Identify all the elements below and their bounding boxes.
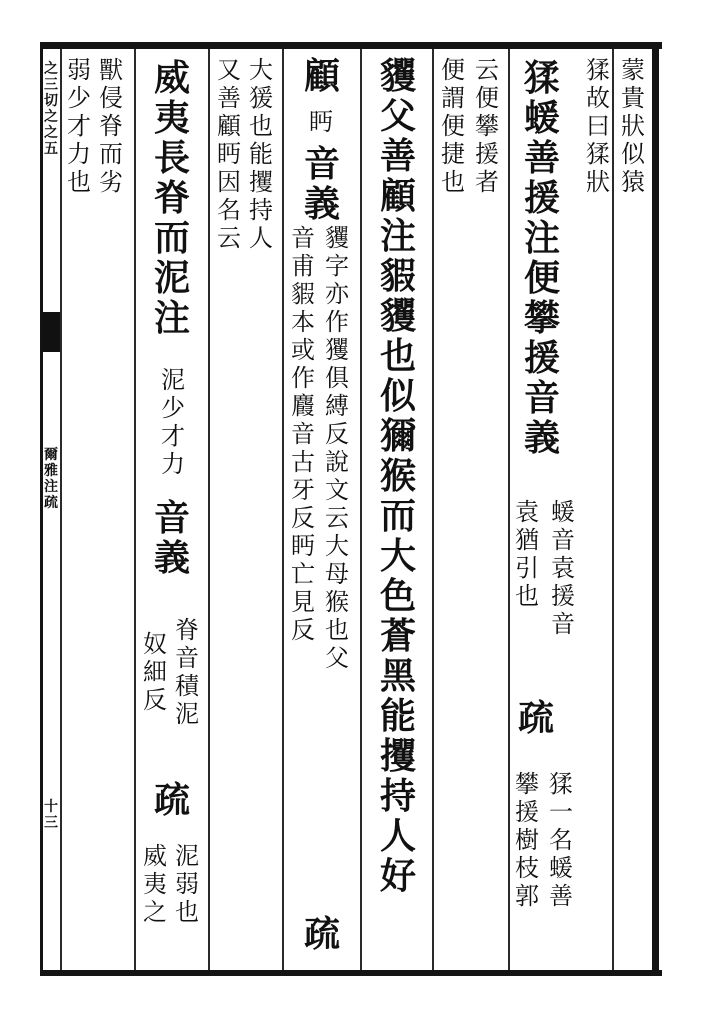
glyph: 音 <box>303 143 340 185</box>
glyph: 引 <box>515 554 539 582</box>
text-column-12-note <box>158 368 188 480</box>
glyph: 好 <box>379 855 416 897</box>
glyph: 也 <box>249 112 273 140</box>
glyph: 俱 <box>325 364 349 392</box>
glyph: 注 <box>153 297 190 339</box>
glyph: 本 <box>291 308 315 336</box>
glyph: 父 <box>325 644 349 672</box>
text-column-12-main <box>150 57 194 340</box>
glyph: 音 <box>153 497 190 539</box>
glyph: 威 <box>153 57 190 99</box>
glyph: 狀 <box>621 112 645 140</box>
glyph: 弱 <box>67 56 91 84</box>
text-column-8-yinyi <box>300 143 344 226</box>
glyph: 見 <box>291 588 315 616</box>
glyph: 黑 <box>379 655 416 697</box>
glyph: 反 <box>143 686 167 714</box>
column-divider <box>612 49 614 970</box>
glyph: 顧 <box>303 55 340 97</box>
glyph: 音 <box>551 610 575 638</box>
glyph: 牙 <box>291 476 315 504</box>
glyph: 狀 <box>586 168 610 196</box>
glyph: 夷 <box>143 870 167 898</box>
text-column-7 <box>376 55 420 898</box>
glyph: 音 <box>175 644 199 672</box>
glyph: 作 <box>291 364 315 392</box>
glyph: 色 <box>379 575 416 617</box>
glyph: 顧 <box>217 112 241 140</box>
glyph: 大 <box>379 535 416 577</box>
text-column-13-note2 <box>140 844 170 928</box>
glyph: 脊 <box>175 616 199 644</box>
glyph: 援 <box>515 798 539 826</box>
glyph: 便 <box>475 84 499 112</box>
glyph: 脊 <box>153 177 190 219</box>
glyph: 麚 <box>291 392 315 420</box>
glyph: 也 <box>67 168 91 196</box>
glyph: 名 <box>549 826 573 854</box>
glyph: 少 <box>67 84 91 112</box>
text-column-9-note <box>288 226 318 646</box>
glyph: 音 <box>291 420 315 448</box>
text-column-12-note3 <box>172 844 202 928</box>
glyph: 泥 <box>175 842 199 870</box>
glyph: 十 <box>44 799 58 815</box>
glyph: 猴 <box>325 588 349 616</box>
glyph: 夷 <box>153 97 190 139</box>
glyph: 一 <box>549 798 573 826</box>
glyph: 顧 <box>379 175 416 217</box>
glyph: 蝯 <box>523 97 560 139</box>
glyph: 甫 <box>291 252 315 280</box>
glyph: 雅 <box>44 463 58 479</box>
glyph: 玃 <box>325 336 349 364</box>
glyph: 說 <box>325 448 349 476</box>
glyph: 又 <box>217 56 241 84</box>
glyph: 亡 <box>291 560 315 588</box>
glyph: 疏 <box>517 697 554 739</box>
glyph: 反 <box>291 504 315 532</box>
glyph: 疏 <box>153 779 190 821</box>
glyph: 便 <box>441 112 465 140</box>
glyph: 音 <box>291 224 315 252</box>
margin-folio <box>42 800 60 832</box>
glyph: 反 <box>291 616 315 644</box>
glyph: 之 <box>44 61 58 77</box>
glyph: 脊 <box>99 112 123 140</box>
text-column-8-mian <box>306 110 336 138</box>
glyph: 字 <box>325 252 349 280</box>
glyph: 義 <box>153 537 190 579</box>
bottom-border <box>40 970 662 976</box>
right-border <box>652 42 659 976</box>
glyph: 作 <box>325 308 349 336</box>
margin-fishtail <box>42 312 60 352</box>
glyph: 也 <box>441 168 465 196</box>
glyph: 猱 <box>549 770 573 798</box>
text-column-5 <box>472 58 502 198</box>
column-divider <box>508 49 510 970</box>
column-divider <box>134 49 136 970</box>
glyph: 貜 <box>379 55 416 97</box>
glyph: 注 <box>523 217 560 259</box>
glyph: 三 <box>44 815 58 831</box>
glyph: 泥 <box>161 366 185 394</box>
glyph: 音 <box>551 526 575 554</box>
glyph: 謂 <box>441 84 465 112</box>
glyph: 攀 <box>475 112 499 140</box>
glyph: 樹 <box>515 826 539 854</box>
glyph: 奴 <box>143 630 167 658</box>
glyph: 能 <box>379 695 416 737</box>
glyph: 枝 <box>515 854 539 882</box>
glyph: 積 <box>175 672 199 700</box>
glyph: 持 <box>249 196 273 224</box>
glyph: 或 <box>291 336 315 364</box>
glyph: 猱 <box>523 57 560 99</box>
glyph: 善 <box>523 137 560 179</box>
text-column-4-note <box>512 500 542 612</box>
glyph: 貜 <box>379 295 416 337</box>
glyph: 獸 <box>99 56 123 84</box>
column-divider <box>208 49 210 970</box>
text-column-3-main <box>520 57 564 460</box>
glyph: 善 <box>549 882 573 910</box>
text-column-3-shu <box>514 697 558 740</box>
margin-title <box>42 448 60 512</box>
glyph: 援 <box>523 337 560 379</box>
glyph: 能 <box>249 140 273 168</box>
glyph: 切 <box>44 93 58 109</box>
column-divider <box>360 49 362 970</box>
text-column-8-shu <box>300 913 344 956</box>
glyph: 猱 <box>586 140 610 168</box>
text-column-10 <box>246 58 276 254</box>
glyph: 力 <box>161 450 185 478</box>
glyph: 眄 <box>217 140 241 168</box>
glyph: 三 <box>44 77 58 93</box>
glyph: 力 <box>67 140 91 168</box>
glyph: 爾 <box>44 447 58 463</box>
glyph: 捷 <box>441 140 465 168</box>
glyph: 注 <box>44 479 58 495</box>
glyph: 猱 <box>586 56 610 84</box>
glyph: 貑 <box>379 255 416 297</box>
glyph: 劣 <box>99 168 123 196</box>
text-column-3-note2 <box>546 772 576 912</box>
margin-top-chars <box>42 62 60 158</box>
top-border <box>40 42 662 49</box>
glyph: 者 <box>475 168 499 196</box>
glyph: 疏 <box>303 913 340 955</box>
text-column-14 <box>96 58 126 198</box>
text-column-4-note2 <box>512 772 542 912</box>
glyph: 細 <box>143 658 167 686</box>
glyph: 攫 <box>379 735 416 777</box>
glyph: 少 <box>161 394 185 422</box>
glyph: 疏 <box>44 495 58 511</box>
glyph: 侵 <box>99 84 123 112</box>
glyph: 而 <box>153 217 190 259</box>
glyph: 貑 <box>291 280 315 308</box>
glyph: 音 <box>523 377 560 419</box>
glyph: 云 <box>475 56 499 84</box>
glyph: 也 <box>325 616 349 644</box>
glyph: 泥 <box>175 700 199 728</box>
glyph: 猿 <box>621 168 645 196</box>
glyph: 之 <box>143 898 167 926</box>
glyph: 攫 <box>249 168 273 196</box>
text-column-8-note <box>322 226 352 674</box>
text-column-2 <box>584 58 612 198</box>
glyph: 蒼 <box>379 615 416 657</box>
glyph: 便 <box>523 257 560 299</box>
glyph: 文 <box>325 476 349 504</box>
glyph: 才 <box>161 422 185 450</box>
glyph: 人 <box>249 224 273 252</box>
glyph: 也 <box>175 898 199 926</box>
glyph: 義 <box>523 417 560 459</box>
glyph: 袁 <box>515 498 539 526</box>
glyph: 才 <box>67 112 91 140</box>
glyph: 援 <box>523 177 560 219</box>
text-column-13-note <box>140 632 170 716</box>
glyph: 故 <box>586 84 610 112</box>
glyph: 泥 <box>153 257 190 299</box>
glyph: 援 <box>475 140 499 168</box>
glyph: 善 <box>217 84 241 112</box>
text-column-3-note <box>548 500 578 640</box>
glyph: 母 <box>325 560 349 588</box>
glyph: 持 <box>379 775 416 817</box>
glyph: 亦 <box>325 280 349 308</box>
glyph: 而 <box>379 495 416 537</box>
text-column-11 <box>214 58 244 254</box>
glyph: 貜 <box>325 224 349 252</box>
text-column-12-note2 <box>172 618 202 730</box>
glyph: 因 <box>217 168 241 196</box>
text-column-6 <box>438 58 468 198</box>
glyph: 五 <box>44 141 58 157</box>
glyph: 之 <box>44 109 58 125</box>
glyph: 蝯 <box>549 854 573 882</box>
glyph: 名 <box>217 196 241 224</box>
glyph: 大 <box>249 56 273 84</box>
glyph: 反 <box>325 420 349 448</box>
column-divider <box>282 49 284 970</box>
glyph: 猴 <box>379 455 416 497</box>
glyph: 蒙 <box>621 56 645 84</box>
glyph: 人 <box>379 815 416 857</box>
glyph: 似 <box>621 140 645 168</box>
column-divider <box>432 49 434 970</box>
glyph: 弱 <box>175 870 199 898</box>
glyph: 眄 <box>309 108 333 136</box>
glyph: 猶 <box>515 526 539 554</box>
glyph: 攀 <box>515 770 539 798</box>
text-column-12-shu <box>150 779 194 822</box>
glyph: 猨 <box>249 84 273 112</box>
text-column-1 <box>618 58 648 198</box>
glyph: 貴 <box>621 84 645 112</box>
glyph: 便 <box>441 56 465 84</box>
glyph: 眄 <box>291 532 315 560</box>
glyph: 注 <box>379 215 416 257</box>
glyph: 援 <box>551 582 575 610</box>
glyph: 攀 <box>523 297 560 339</box>
glyph: 袁 <box>551 554 575 582</box>
glyph: 也 <box>379 335 416 377</box>
glyph: 父 <box>379 95 416 137</box>
text-column-12-yinyi <box>150 497 194 580</box>
glyph: 之 <box>44 125 58 141</box>
glyph: 云 <box>217 224 241 252</box>
glyph: 大 <box>325 532 349 560</box>
glyph: 云 <box>325 504 349 532</box>
glyph: 曰 <box>586 112 610 140</box>
glyph: 郭 <box>515 882 539 910</box>
glyph: 縛 <box>325 392 349 420</box>
glyph: 似 <box>379 375 416 417</box>
text-column-8-gu <box>300 55 344 98</box>
glyph: 獮 <box>379 415 416 457</box>
glyph: 蝯 <box>551 498 575 526</box>
glyph: 善 <box>379 135 416 177</box>
text-column-15 <box>64 58 94 198</box>
glyph: 威 <box>143 842 167 870</box>
glyph: 義 <box>303 183 340 225</box>
glyph: 長 <box>153 137 190 179</box>
glyph: 也 <box>515 582 539 610</box>
column-divider <box>60 49 62 970</box>
glyph: 而 <box>99 140 123 168</box>
glyph: 古 <box>291 448 315 476</box>
